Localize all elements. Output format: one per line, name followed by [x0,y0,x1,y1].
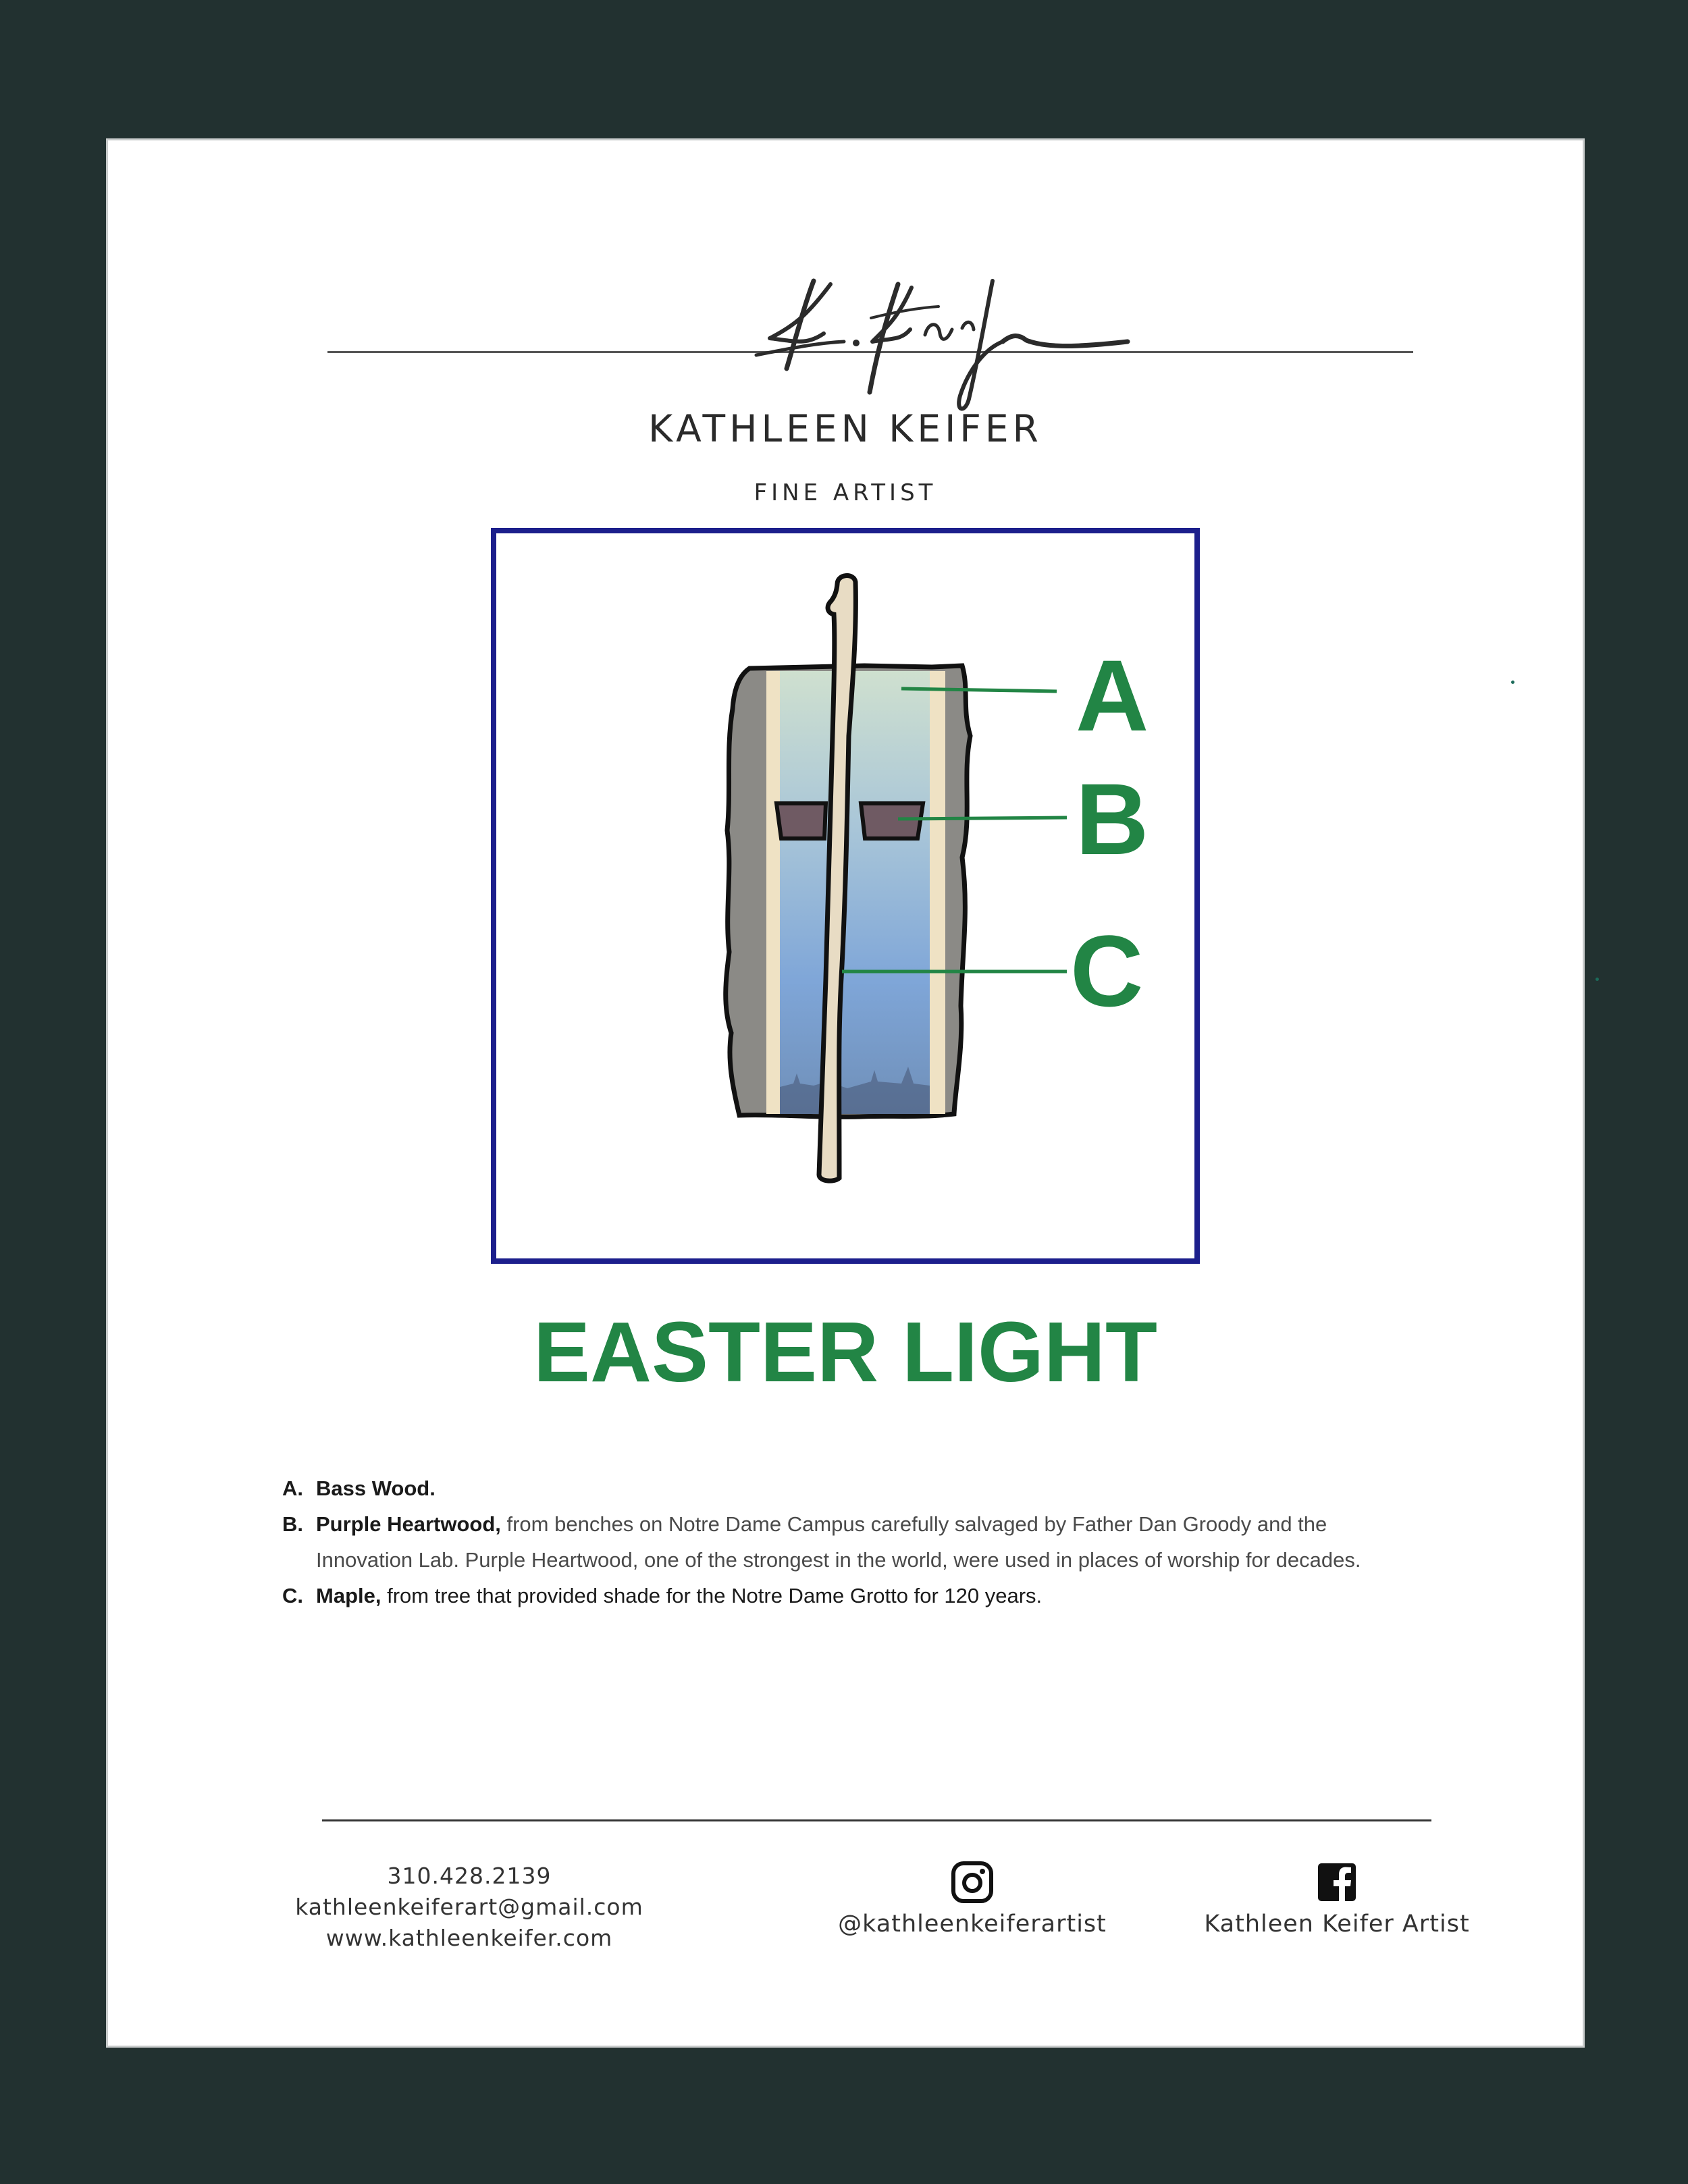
note-term: Purple Heartwood, [316,1512,501,1536]
materials-list-item [282,1578,1417,1614]
artist-name: KATHLEEN KEIFER [648,407,1043,450]
website-link[interactable]: www.kathleenkeifer.com [325,1925,613,1951]
note-text: from tree that provided shade for the Notre Dame Grotto for 120 years. [381,1584,1043,1607]
footer-divider [322,1819,1431,1821]
phone-number: 310.428.2139 [387,1863,552,1889]
materials-list-item [282,1506,1417,1578]
materials-list [282,1470,1417,1614]
stray-dot [1595,978,1599,981]
facebook-icon [1315,1861,1359,1904]
callout-label-c: C [1070,914,1144,1028]
facebook-name[interactable]: Kathleen Keifer Artist [1204,1911,1470,1938]
note-text: from benches on Notre Dame Campus carefully salvaged by Father Dan Groody and the Innovation Lab. Purple Heartwood, one of the strongest in the world, were used in places of worship for decades. [316,1512,1361,1572]
facebook-block[interactable] [1148,1861,1526,1938]
artwork-frame [491,528,1200,1264]
document-page [106,138,1585,2048]
artist-signature [695,254,1168,416]
note-term: Maple, [316,1584,381,1607]
artist-subtitle: FINE ARTIST [754,479,937,506]
note-letter: C. [282,1584,303,1607]
instagram-icon [951,1861,994,1904]
instagram-block[interactable] [783,1861,1161,1938]
sky-panel [780,671,930,1114]
callout-line-b [898,818,1067,819]
note-letter: A. [282,1476,303,1500]
instagram-handle[interactable]: @kathleenkeiferartist [838,1911,1107,1938]
contact-info [280,1861,658,1954]
email-address[interactable]: kathleenkeiferart@gmail.com [295,1894,643,1920]
purple-heartwood-left [776,803,826,838]
materials-list-item [282,1470,1417,1506]
purple-heartwood-right [861,803,923,838]
callout-label-a: A [1076,639,1149,752]
note-term: Bass Wood. [316,1476,436,1500]
stray-dot [1511,681,1514,684]
callout-label-b: B [1076,762,1149,876]
artwork-title: EASTER LIGHT [533,1304,1158,1400]
note-letter: B. [282,1512,303,1536]
